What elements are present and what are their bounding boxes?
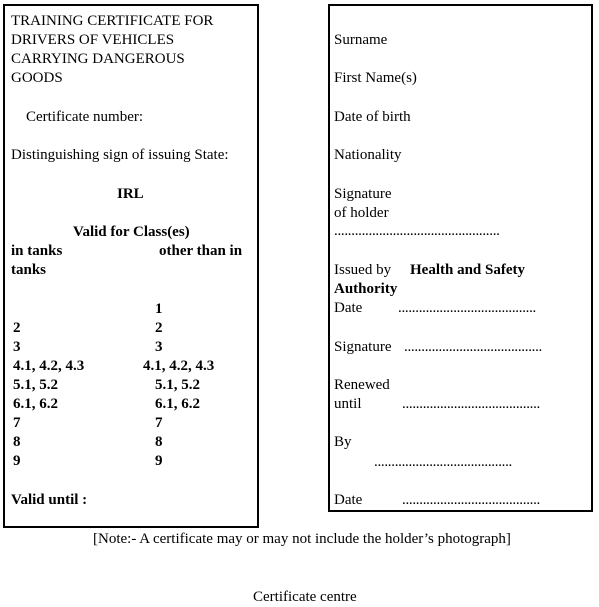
signature-holder-label-line-2: of holder bbox=[334, 205, 389, 221]
class-tanks-9: 9 bbox=[13, 453, 21, 469]
certificate-title-line-3: CARRYING DANGEROUS bbox=[11, 51, 185, 67]
certificate-title-line-4: GOODS bbox=[11, 70, 63, 86]
class-other-4: 4.1, 4.2, 4.3 bbox=[143, 358, 215, 374]
class-tanks-2: 2 bbox=[13, 320, 21, 336]
renewed-label-line-2: until bbox=[334, 396, 362, 412]
issuing-state-value: IRL bbox=[117, 186, 144, 202]
valid-until-label: Valid until : bbox=[11, 492, 88, 508]
signature-holder-line: ................................................ bbox=[334, 223, 500, 239]
class-tanks-7: 7 bbox=[13, 415, 21, 431]
class-tanks-5: 5.1, 5.2 bbox=[13, 377, 58, 393]
date-line: ........................................ bbox=[402, 492, 541, 508]
nationality-label: Nationality bbox=[334, 147, 402, 163]
photograph-note: [Note:- A certificate may or may not include the holder’s photograph] bbox=[93, 531, 511, 547]
class-other-3: 3 bbox=[155, 339, 163, 355]
column-other-header: other than in bbox=[159, 243, 243, 259]
class-tanks-3: 3 bbox=[13, 339, 21, 355]
certificate-title-line-2: DRIVERS OF VEHICLES bbox=[11, 32, 175, 48]
issued-date-line: ........................................ bbox=[398, 300, 537, 316]
class-other-1: 1 bbox=[155, 301, 163, 317]
signature-holder-label-line-1: Signature bbox=[334, 186, 392, 202]
column-tanks-header-line-2: tanks bbox=[11, 262, 47, 278]
issuing-state-label: Distinguishing sign of issuing State: bbox=[11, 147, 229, 163]
certificate-centre-caption: Certificate centre bbox=[253, 589, 357, 605]
class-tanks-8: 8 bbox=[13, 434, 21, 450]
date-of-birth-label: Date of birth bbox=[334, 109, 411, 125]
issued-by-label: Issued by bbox=[334, 262, 392, 278]
first-name-label: First Name(s) bbox=[334, 70, 417, 86]
class-other-6: 6.1, 6.2 bbox=[155, 396, 200, 412]
certificate-title-line-1: TRAINING CERTIFICATE FOR bbox=[11, 13, 214, 29]
certificate-number-label: Certificate number: bbox=[26, 109, 144, 125]
certificate-back-card bbox=[328, 4, 593, 512]
class-other-8: 8 bbox=[155, 434, 163, 450]
surname-label: Surname bbox=[334, 32, 388, 48]
class-tanks-6: 6.1, 6.2 bbox=[13, 396, 58, 412]
class-other-5: 5.1, 5.2 bbox=[155, 377, 200, 393]
column-tanks-header-line-1: in tanks bbox=[11, 243, 63, 259]
date-label: Date bbox=[334, 492, 363, 508]
valid-for-classes-label: Valid for Class(es) bbox=[73, 224, 190, 240]
issued-date-label: Date bbox=[334, 300, 363, 316]
renewed-label-line-1: Renewed bbox=[334, 377, 390, 393]
class-other-7: 7 bbox=[155, 415, 163, 431]
class-other-2: 2 bbox=[155, 320, 163, 336]
by-line: ........................................ bbox=[374, 454, 513, 470]
signature-line: ........................................ bbox=[404, 339, 543, 355]
class-other-9: 9 bbox=[155, 453, 163, 469]
certificate-front-card bbox=[3, 4, 259, 528]
renewed-until-line: ........................................ bbox=[402, 396, 541, 412]
issued-by-value-line-1: Health and Safety bbox=[410, 262, 526, 278]
by-label: By bbox=[334, 434, 352, 450]
class-tanks-4: 4.1, 4.2, 4.3 bbox=[13, 358, 85, 374]
signature-label: Signature bbox=[334, 339, 392, 355]
issued-by-value-line-2: Authority bbox=[334, 281, 398, 297]
